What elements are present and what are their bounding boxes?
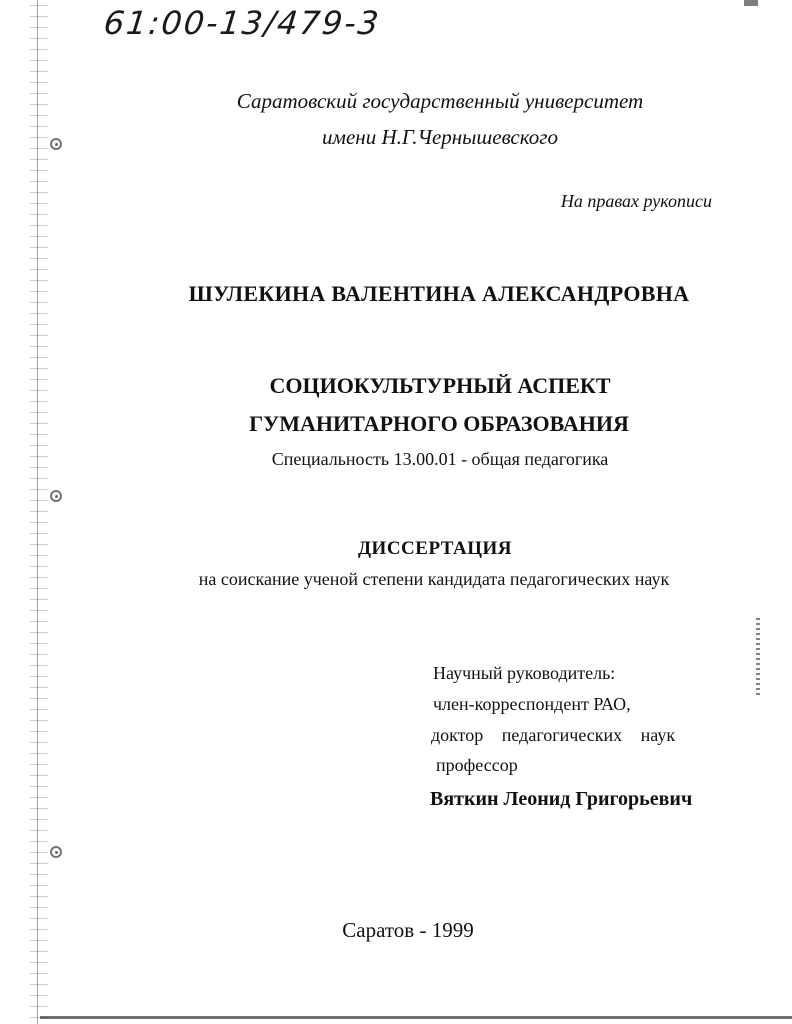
speciality: Специальность 13.00.01 - общая педагогика	[271, 449, 609, 469]
supervisor-title-1: член-корреспондент РАО,	[433, 694, 631, 714]
rights-note: На правах рукописи	[560, 191, 712, 211]
supervisor-label: Научный руководитель:	[433, 663, 616, 683]
university-dedication: имени Н.Г.Чернышевского	[322, 125, 558, 149]
supervisor-name: Вяткин Леонид Григорьевич	[430, 788, 693, 810]
document-type-heading: ДИССЕРТАЦИЯ	[357, 538, 513, 559]
scan-left-edge	[30, 0, 48, 1024]
binding-hole-icon	[50, 490, 62, 502]
scan-right-mark	[756, 618, 760, 696]
scan-left-line	[37, 0, 38, 1024]
author-name: ШУЛЕКИНА ВАЛЕНТИНА АЛЕКСАНДРОВНА	[188, 281, 690, 306]
catalog-number: 61:00-13/479-3	[102, 4, 383, 42]
supervisor-title-2: доктор педагогических наук	[431, 725, 676, 745]
university-name: Саратовский государственный университет	[236, 89, 644, 113]
city-year: Саратов - 1999	[342, 918, 474, 942]
scan-bottom-edge	[40, 1016, 792, 1019]
title-line-2: ГУМАНИТАРНОГО ОБРАЗОВАНИЯ	[249, 411, 629, 436]
binding-hole-icon	[50, 846, 62, 858]
scan-top-mark	[744, 0, 758, 6]
degree-purpose: на соискание ученой степени кандидата педагогических наук	[198, 569, 670, 589]
title-line-1: СОЦИОКУЛЬТУРНЫЙ АСПЕКТ	[269, 373, 611, 398]
supervisor-title-3: профессор	[436, 755, 518, 775]
